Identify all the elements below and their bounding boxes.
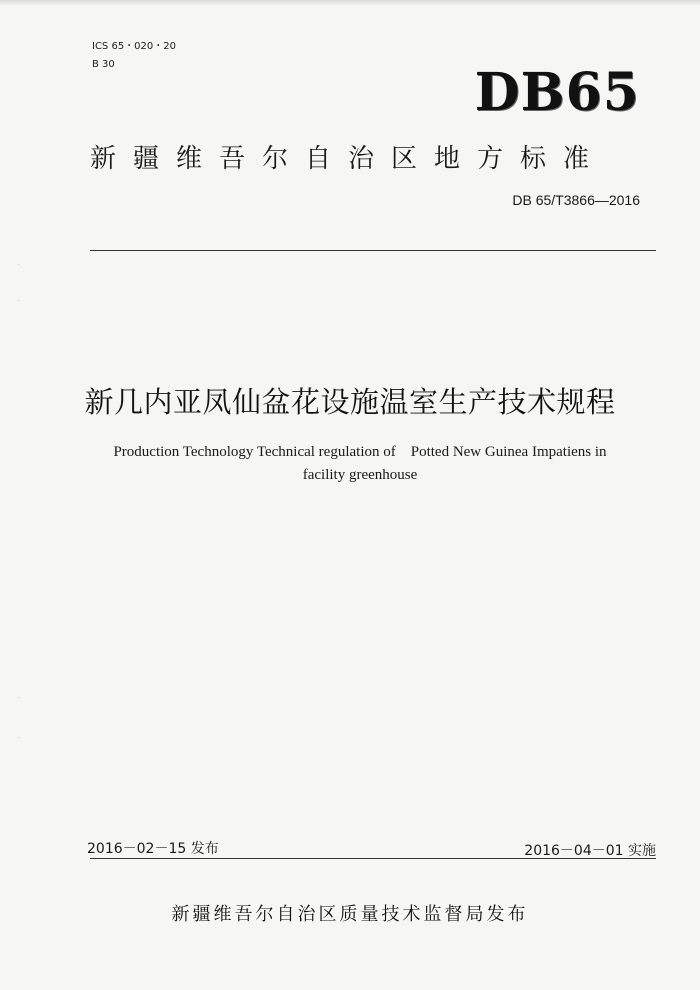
implementation-date: 2016－04－01 实施	[524, 843, 656, 859]
scan-speck: ·	[18, 695, 20, 702]
ics-code: ICS 65・020・20	[92, 41, 176, 52]
document-title-english	[70, 441, 650, 487]
english-title-line-2: facility greenhouse	[302, 467, 418, 483]
english-title-line-1: Production Technology Technical regulation of Potted New Guinea Impatiens in	[113, 444, 607, 460]
db-logo: DB65	[474, 62, 640, 123]
bottom-divider	[90, 858, 656, 859]
standard-type: 新疆维吾尔自治区地方标准	[90, 144, 607, 174]
classification-codes	[92, 38, 176, 74]
ccs-code: B 30	[92, 59, 115, 70]
scan-speck: ·	[18, 262, 20, 269]
scan-speck: ·	[18, 298, 20, 305]
issuing-authority: 新疆维吾尔自治区质量技术监督局发布	[171, 904, 529, 925]
document-title-chinese: 新几内亚凤仙盆花设施温室生产技术规程	[84, 385, 616, 419]
top-divider	[90, 250, 656, 251]
standard-number: DB 65/T3866—2016	[512, 192, 640, 208]
issue-date: 2016－02－15 发布	[87, 841, 219, 857]
scan-edge	[0, 0, 700, 6]
scan-speck: ·	[18, 735, 20, 742]
